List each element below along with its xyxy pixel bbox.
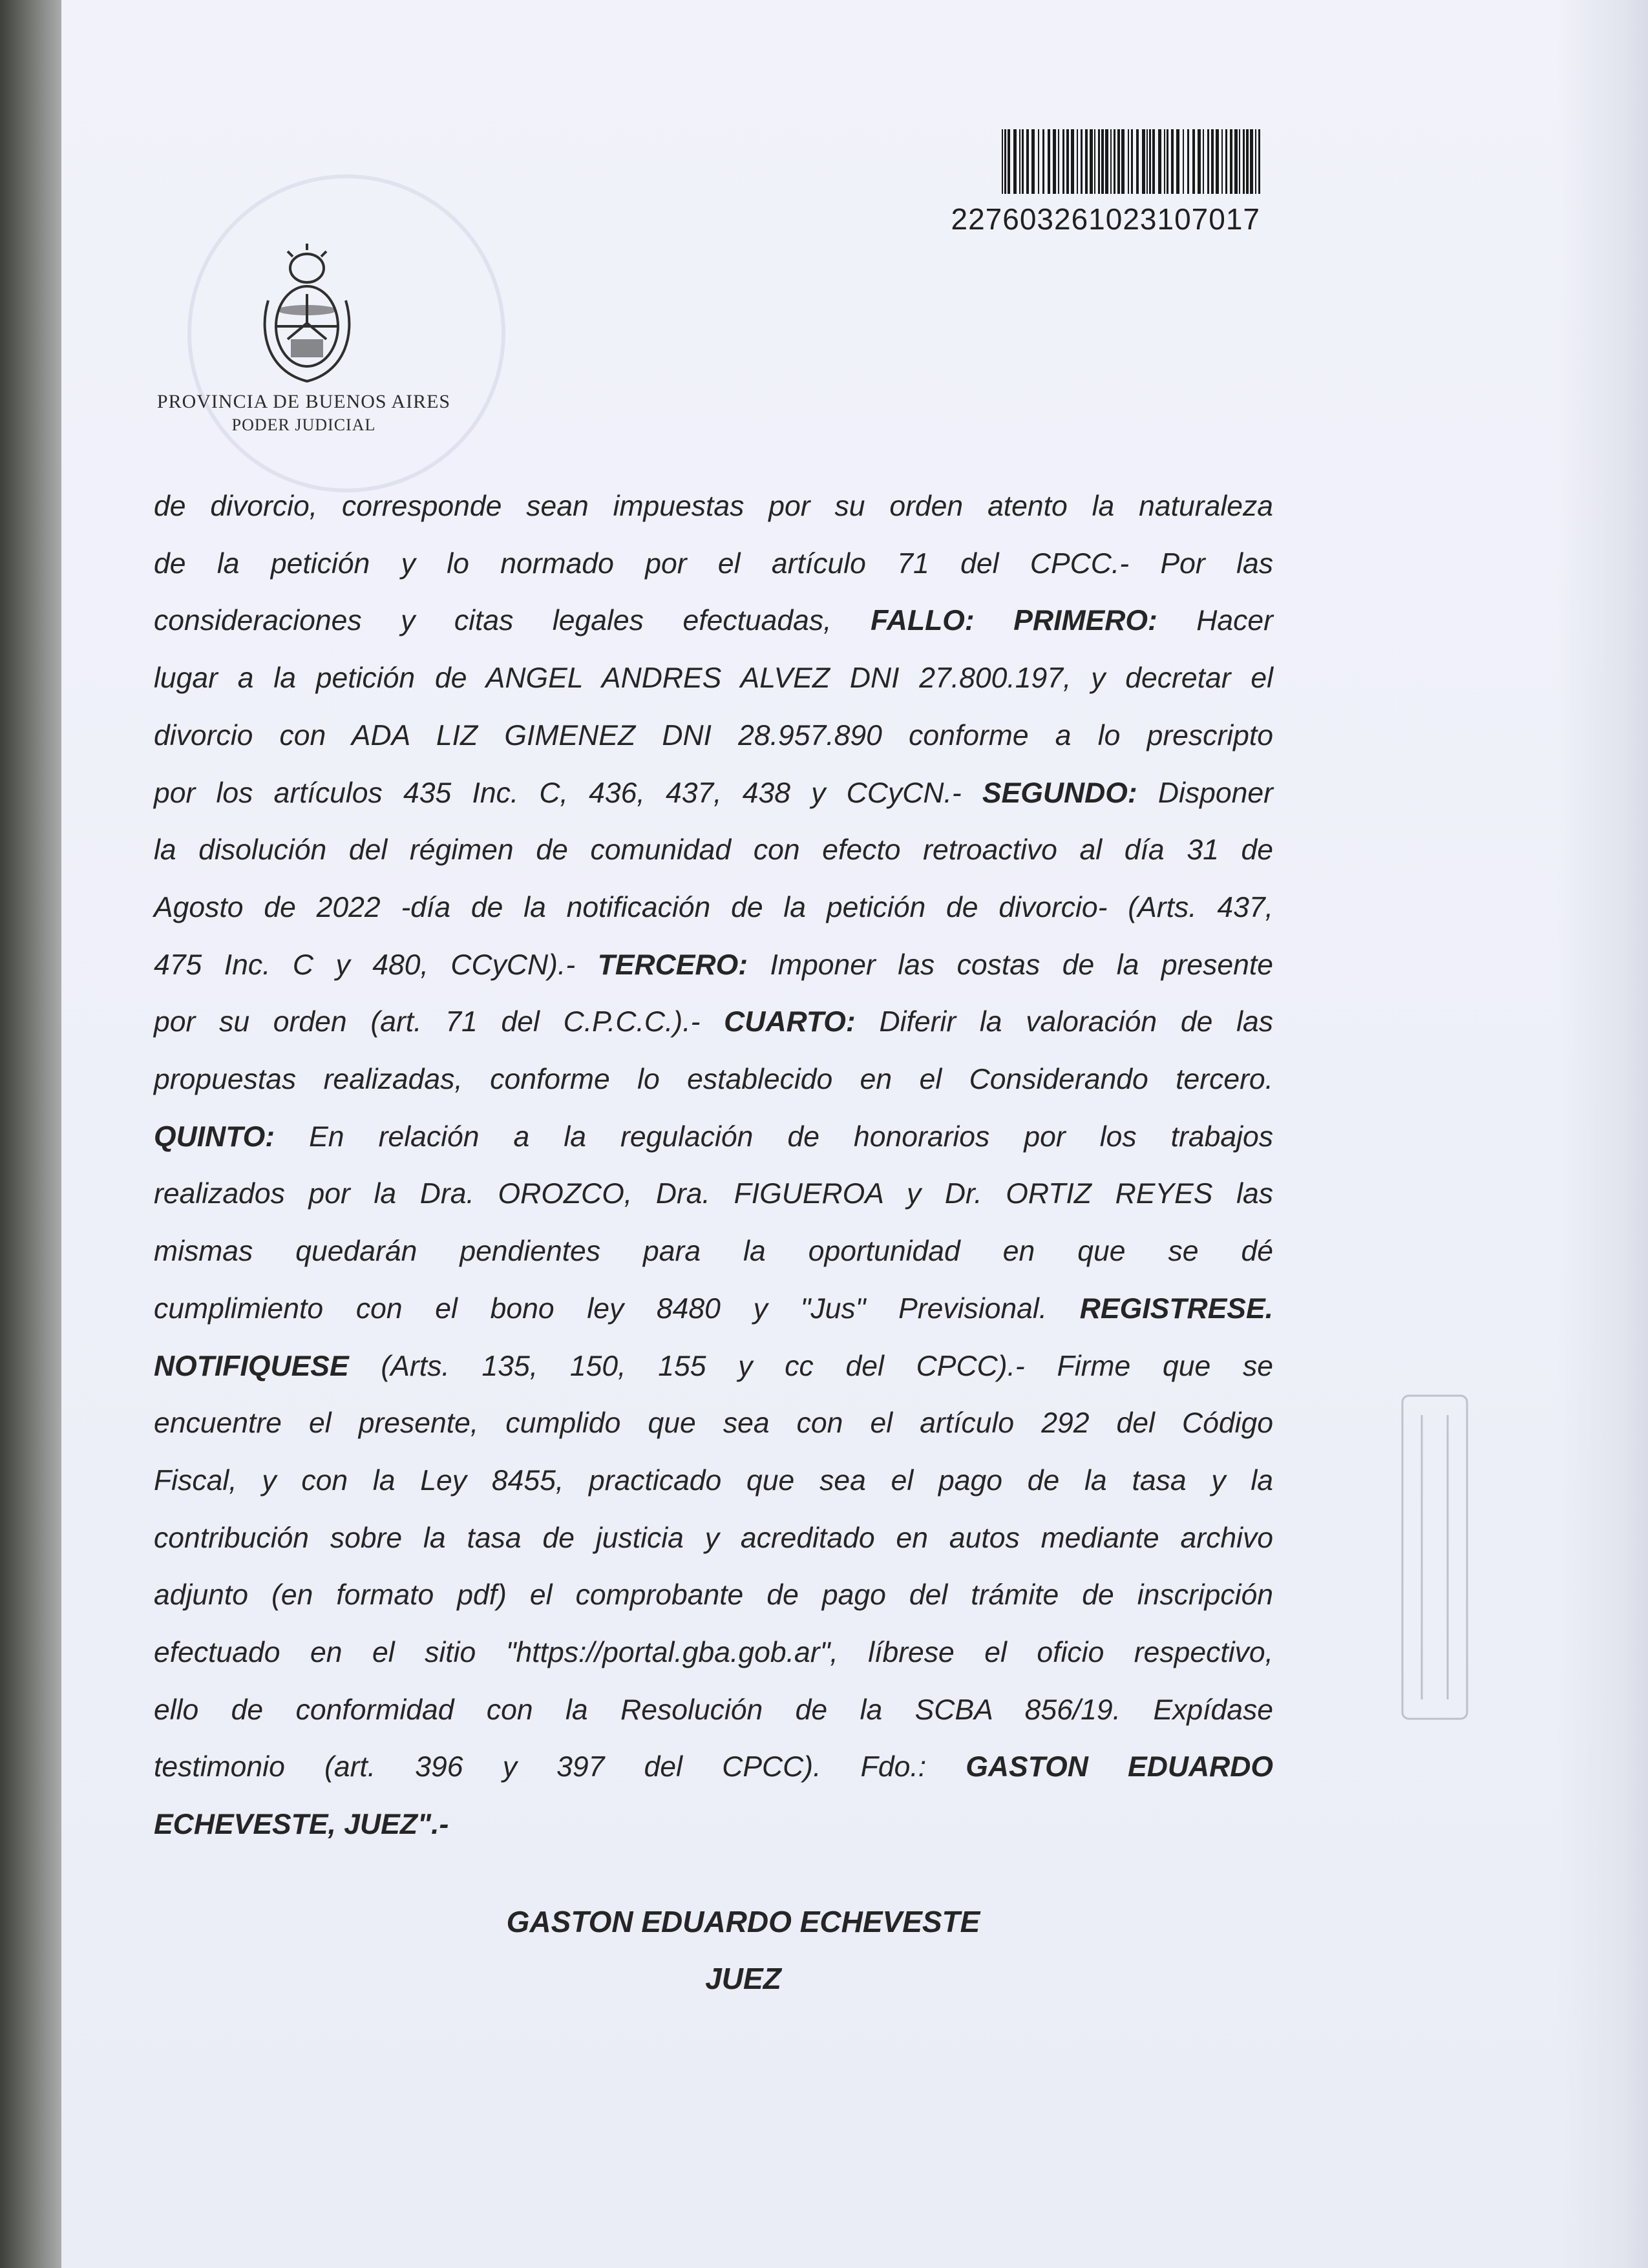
text-line: de la petición y lo normado por el artículo 71 del CPCC.- Por las: [154, 547, 1273, 580]
text-line: de divorcio, corresponde sean impuestas por su orden atento la naturaleza: [154, 490, 1273, 522]
judge-title: JUEZ: [705, 1962, 781, 1995]
bold-heading: QUINTO:: [154, 1120, 275, 1153]
text-line: [154, 1796, 1273, 1854]
text-line: efectuado en el sitio "https://portal.gba.gob.ar", líbrese el oficio respectivo,: [154, 1637, 1273, 1669]
province-header: [123, 391, 485, 435]
text-line: cumplimiento con el bono ley 8480 y "Jus" Previsional. REGISTRESE.: [154, 1292, 1273, 1325]
text-line: por los artículos 435 Inc. C, 436, 437, 438 y CCyCN.- SEGUNDO: Disponer: [154, 777, 1274, 809]
bold-heading: REGISTRESE.: [1079, 1292, 1273, 1325]
judicial-branch: PODER JUDICIAL: [231, 415, 376, 434]
text-line: consideraciones y citas legales efectuadas, FALLO: PRIMERO: Hacer: [154, 605, 1273, 637]
judge-name: GASTON EDUARDO ECHEVESTE: [506, 1905, 980, 1938]
bold-heading: GASTON EDUARDO: [966, 1751, 1273, 1783]
text-line: la disolución del régimen de comunidad con efecto retroactivo al día 31 de: [154, 834, 1273, 866]
text-line: ello de conformidad con la Resolución de la SCBA 856/19. Expídase: [154, 1694, 1273, 1726]
text-line: divorcio con ADA LIZ GIMENEZ DNI 28.957.890 conforme a lo prescripto: [154, 719, 1273, 751]
text-line: NOTIFIQUESE (Arts. 135, 150, 155 y cc del CPCC).- Firme que se: [154, 1350, 1273, 1382]
barcode-block: [937, 129, 1260, 236]
text-line: Fiscal, y con la Ley 8455, practicado que sea el pago de la tasa y la: [154, 1464, 1273, 1496]
bold-heading: TERCERO:: [597, 949, 748, 981]
bold-heading: CUARTO:: [724, 1006, 856, 1038]
text-line: encuentre el presente, cumplido que sea con el artículo 292 del Código: [154, 1407, 1273, 1440]
ruling-text: [154, 478, 1273, 1854]
text-line: adjunto (en formato pdf) el comprobante de pago del trámite de inscripción: [154, 1579, 1273, 1612]
barcode-icon: [1002, 129, 1260, 194]
side-stamp-mark: [1396, 1389, 1474, 1725]
barcode-number: 227603261023107017: [951, 202, 1260, 236]
text-line: lugar a la petición de ANGEL ANDRES ALVEZ DNI 27.800.197, y decretar el: [154, 662, 1273, 695]
page-fold-shadow: [1558, 0, 1648, 2268]
text-line: mismas quedarán pendientes para la oportunidad en que se dé: [154, 1235, 1273, 1268]
province-name: PROVINCIA DE BUENOS AIRES: [156, 391, 451, 412]
bold-heading: NOTIFIQUESE: [154, 1350, 349, 1382]
bold-heading: FALLO: PRIMERO:: [871, 605, 1157, 637]
bold-heading: SEGUNDO:: [982, 777, 1137, 809]
text-line: realizados por la Dra. OROZCO, Dra. FIGUEROA y Dr. ORTIZ REYES las: [154, 1178, 1273, 1210]
text-line: contribución sobre la tasa de justicia y acreditado en autos mediante archivo: [154, 1522, 1273, 1554]
text-line: propuestas realizadas, conforme lo establecido en el Considerando tercero.: [154, 1064, 1273, 1096]
text-line: 475 Inc. C y 480, CCyCN).- TERCERO: Imponer las costas de la presente: [154, 949, 1274, 981]
coat-of-arms-icon: [255, 242, 359, 391]
signature-block: [388, 1893, 1099, 2007]
bold-heading: ECHEVESTE, JUEZ".-: [154, 1809, 449, 1841]
text-line: por su orden (art. 71 del C.P.C.C.).- CUARTO: Diferir la valoración de las: [154, 1006, 1273, 1038]
text-line: Agosto de 2022 -día de la notificación de la petición de divorcio- (Arts. 437,: [154, 891, 1273, 923]
text-line: testimonio (art. 396 y 397 del CPCC). Fdo.: GASTON EDUARDO: [154, 1751, 1273, 1783]
text-line: QUINTO: En relación a la regulación de honorarios por los trabajos: [154, 1120, 1273, 1153]
